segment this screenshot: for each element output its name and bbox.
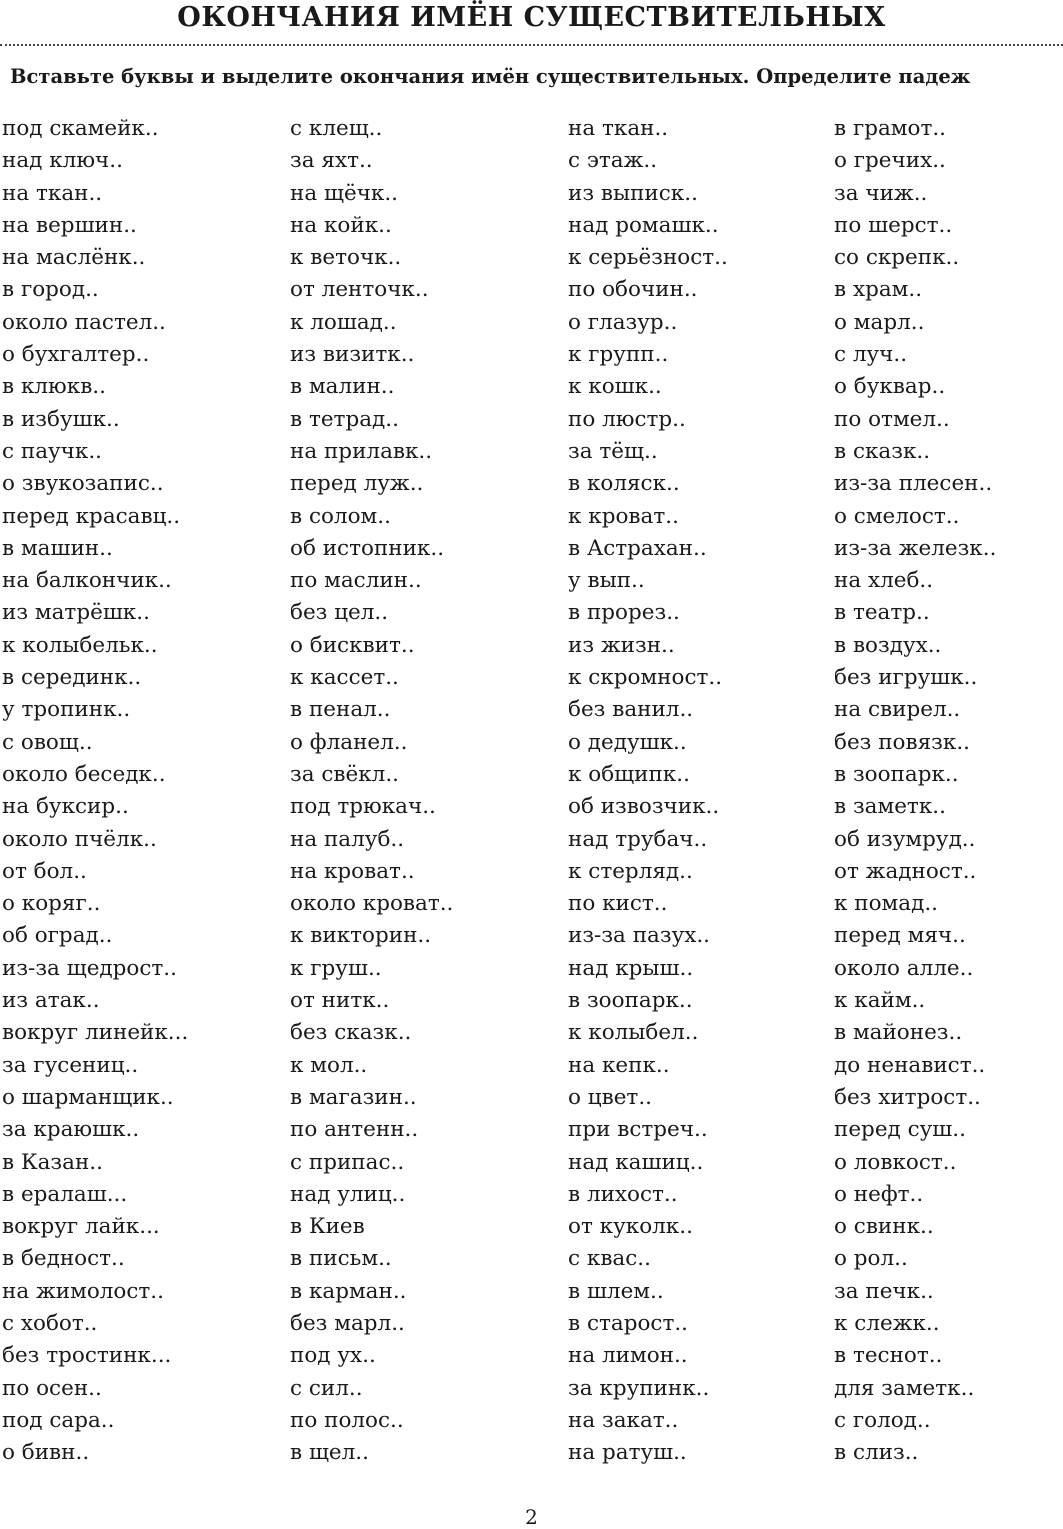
word-item: о смелост.. (834, 503, 960, 529)
word-item: без игрушк.. (834, 665, 978, 691)
word-item: об изумруд.. (834, 826, 976, 852)
word-item: в малин.. (290, 374, 395, 400)
word-item: в солом.. (290, 503, 391, 529)
word-item: в старост.. (568, 1310, 689, 1336)
word-item: из-за железк.. (834, 535, 997, 561)
word-item: от куколк.. (568, 1214, 693, 1240)
word-item: в заметк.. (834, 794, 946, 820)
word-item: по обочин.. (568, 277, 698, 303)
word-item: в клюкв.. (2, 374, 106, 400)
word-item: к колыбел.. (568, 1020, 699, 1046)
word-item: около алле.. (834, 955, 974, 981)
word-item: к кошк.. (568, 374, 662, 400)
word-item: в бедност.. (2, 1246, 125, 1272)
word-item: перед суш.. (834, 1117, 966, 1143)
word-item: у вып.. (568, 568, 645, 594)
word-item: о коряг.. (2, 891, 101, 917)
word-item: в шлем.. (568, 1278, 664, 1304)
word-item: в город.. (2, 277, 99, 303)
word-item: без цел.. (290, 600, 389, 626)
page-title: ОКОНЧАНИЯ ИМЁН СУЩЕСТВИТЕЛЬНЫХ (177, 2, 886, 33)
word-item: на палуб.. (290, 826, 405, 852)
word-item: на кепк.. (568, 1052, 670, 1078)
word-item: об оград.. (2, 923, 113, 949)
word-item: о звукозапис.. (2, 471, 164, 497)
word-item: в теснот.. (834, 1343, 943, 1369)
word-item: о бивн.. (2, 1440, 90, 1466)
word-item: к лошад.. (290, 309, 397, 335)
word-item: по маслин.. (290, 568, 422, 594)
word-item: без марл.. (290, 1310, 405, 1336)
word-item: к веточк.. (290, 245, 402, 271)
word-item: на жимолост.. (2, 1278, 164, 1304)
word-item: над ромашк.. (568, 212, 719, 238)
word-item: о буквар.. (834, 374, 946, 400)
word-item: к кроват.. (568, 503, 679, 529)
word-column-1 (2, 113, 188, 1469)
word-item: в Киев (290, 1214, 365, 1240)
word-item: о дедушк.. (568, 729, 687, 755)
word-item: над ключ.. (2, 148, 123, 174)
word-item: у тропинк.. (2, 697, 131, 723)
word-item: за крупинк.. (568, 1375, 710, 1401)
word-item: за краюшк.. (2, 1117, 140, 1143)
word-item: от бол.. (2, 858, 87, 884)
word-item: в щел.. (290, 1440, 369, 1466)
word-item: из матрёшк.. (2, 600, 150, 626)
word-item: около пастел.. (2, 309, 166, 335)
word-item: к викторин.. (290, 923, 432, 949)
word-item: о шарманщик.. (2, 1084, 174, 1110)
word-item: до ненавист.. (834, 1052, 986, 1078)
word-item: в магазин.. (290, 1084, 417, 1110)
word-item: из атак.. (2, 988, 100, 1014)
word-item: о бисквит.. (290, 632, 415, 658)
word-item: в Казан.. (2, 1149, 103, 1175)
word-item: около беседк.. (2, 761, 166, 787)
word-item: к серьёзност.. (568, 245, 728, 271)
word-item: в слиз.. (834, 1440, 919, 1466)
word-item: в Астрахан.. (568, 535, 707, 561)
word-item: без хитрост.. (834, 1084, 981, 1110)
word-item: на маслёнк.. (2, 245, 146, 271)
word-item: на ткан.. (2, 180, 103, 206)
word-item: в грамот.. (834, 116, 947, 141)
word-item: без ванил.. (568, 697, 694, 723)
word-item: под трюкач.. (290, 794, 436, 820)
word-item: к групп.. (568, 342, 669, 368)
word-item: на щёчк.. (290, 180, 399, 206)
word-item: в храм.. (834, 277, 923, 303)
word-item: за свёкл.. (290, 761, 400, 787)
word-item: на ратуш.. (568, 1440, 687, 1466)
word-item: о рол.. (834, 1246, 908, 1272)
word-item: в майонез.. (834, 1020, 963, 1046)
word-item: в коляск.. (568, 471, 680, 497)
word-item: под ух.. (290, 1343, 376, 1369)
word-item: по отмел.. (834, 406, 950, 432)
word-item: на закат.. (568, 1407, 679, 1433)
word-item: от ленточк.. (290, 277, 429, 303)
word-item: о бухгалтер.. (2, 342, 150, 368)
word-item: с этаж.. (568, 148, 658, 174)
word-item: из визитк.. (290, 342, 415, 368)
word-item: о гречих.. (834, 148, 946, 174)
word-item: на кроват.. (290, 858, 415, 884)
word-item: за гусениц.. (2, 1052, 139, 1078)
word-item: в тетрад.. (290, 406, 399, 432)
word-item: в серединк.. (2, 665, 142, 691)
word-item: без сказк.. (290, 1020, 412, 1046)
word-item: на вершин.. (2, 212, 137, 238)
word-item: в лихост.. (568, 1181, 678, 1207)
word-item: по антенн.. (290, 1117, 419, 1143)
word-item: за яхт.. (290, 148, 373, 174)
word-item: перед мяч.. (834, 923, 966, 949)
word-item: о ловкост.. (834, 1149, 957, 1175)
word-item: в воздух.. (834, 632, 942, 658)
word-item: для заметк.. (834, 1375, 975, 1401)
word-item: в зоопарк.. (568, 988, 693, 1014)
word-item: на прилавк.. (290, 438, 433, 464)
word-item: о нефт.. (834, 1181, 924, 1207)
word-item: перед красавц.. (2, 503, 181, 529)
word-item: с квас.. (568, 1246, 651, 1272)
word-item: о фланел.. (290, 729, 408, 755)
word-item: на хлеб.. (834, 568, 934, 594)
word-item: около пчёлк.. (2, 826, 157, 852)
word-item: над улиц.. (290, 1181, 406, 1207)
word-item: о марл.. (834, 309, 925, 335)
word-item: в зоопарк.. (834, 761, 959, 787)
word-item: в сказк.. (834, 438, 931, 464)
word-item: на ткан.. (568, 116, 669, 141)
word-item: к общипк.. (568, 761, 690, 787)
word-item: с припас.. (290, 1149, 405, 1175)
word-item: от жадност.. (834, 858, 977, 884)
word-item: к кассет.. (290, 665, 399, 691)
word-item: около кроват.. (290, 891, 454, 917)
word-item: без тростинк... (2, 1343, 172, 1369)
word-item: при встреч.. (568, 1117, 708, 1143)
word-item: с паучк.. (2, 438, 102, 464)
word-item: из-за пазух.. (568, 923, 711, 949)
word-item: с голод.. (834, 1407, 931, 1433)
word-item: вокруг линейк... (2, 1020, 189, 1046)
word-item: к слежк.. (834, 1310, 940, 1336)
word-item: в карман.. (290, 1278, 407, 1304)
word-item: об истопник.. (290, 535, 445, 561)
word-item: к груш.. (290, 955, 382, 981)
word-item: по люстр.. (568, 406, 686, 432)
word-item: на койк.. (290, 212, 392, 238)
word-item: с клещ.. (290, 116, 383, 141)
word-item: на буксир.. (2, 794, 129, 820)
word-item: к стерляд.. (568, 858, 693, 884)
word-item: к мол.. (290, 1052, 368, 1078)
word-item: без повязк.. (834, 729, 971, 755)
word-item: из-за щедрост.. (2, 955, 177, 981)
word-item: о глазур.. (568, 309, 678, 335)
word-item: из жизн.. (568, 632, 675, 658)
word-item: по кист.. (568, 891, 668, 917)
word-item: по полос.. (290, 1407, 404, 1433)
word-item: за тёщ.. (568, 438, 658, 464)
word-item: в ералаш... (2, 1181, 128, 1207)
word-item: в избушк.. (2, 406, 120, 432)
word-item: о цвет.. (568, 1084, 652, 1110)
word-item: с хобот.. (2, 1310, 98, 1336)
word-item: перед луж.. (290, 471, 424, 497)
word-item: в пенал.. (290, 697, 391, 723)
word-item: под скамейк.. (2, 116, 159, 141)
word-column-3 (568, 113, 728, 1469)
word-item: в письм.. (290, 1246, 392, 1272)
word-item: в прорез.. (568, 600, 680, 626)
word-item: в машин.. (2, 535, 113, 561)
word-item: об извозчик.. (568, 794, 720, 820)
word-item: на балкончик.. (2, 568, 172, 594)
word-column-2 (290, 113, 453, 1469)
word-column-4 (834, 113, 996, 1469)
word-item: за чиж.. (834, 180, 928, 206)
word-item: вокруг лайк... (2, 1214, 160, 1240)
word-item: над кашиц.. (568, 1149, 704, 1175)
word-item: о свинк.. (834, 1214, 934, 1240)
dotted-divider (0, 44, 1063, 46)
word-item: с сил.. (290, 1375, 363, 1401)
word-item: к помад.. (834, 891, 938, 917)
word-item: в театр.. (834, 600, 930, 626)
word-item: над трубач.. (568, 826, 708, 852)
word-item: по осен.. (2, 1375, 102, 1401)
word-item: к скромност.. (568, 665, 723, 691)
word-item: со скрепк.. (834, 245, 960, 271)
page-number: 2 (525, 1505, 538, 1529)
word-item: за печк.. (834, 1278, 934, 1304)
word-item: от нитк.. (290, 988, 390, 1014)
word-item: над крыш.. (568, 955, 694, 981)
word-item: из выписк.. (568, 180, 698, 206)
exercise-instruction: Вставьте буквы и выделите окончания имён существительных. Определите падеж (10, 65, 971, 88)
word-item: на свирел.. (834, 697, 961, 723)
word-item: с луч.. (834, 342, 908, 368)
word-item: к колыбельк.. (2, 632, 158, 658)
word-item: с овощ.. (2, 729, 93, 755)
word-item: из-за плесен.. (834, 471, 993, 497)
word-item: по шерст.. (834, 212, 953, 238)
word-item: к кайм.. (834, 988, 926, 1014)
word-item: на лимон.. (568, 1343, 688, 1369)
word-item: под сара.. (2, 1407, 115, 1433)
